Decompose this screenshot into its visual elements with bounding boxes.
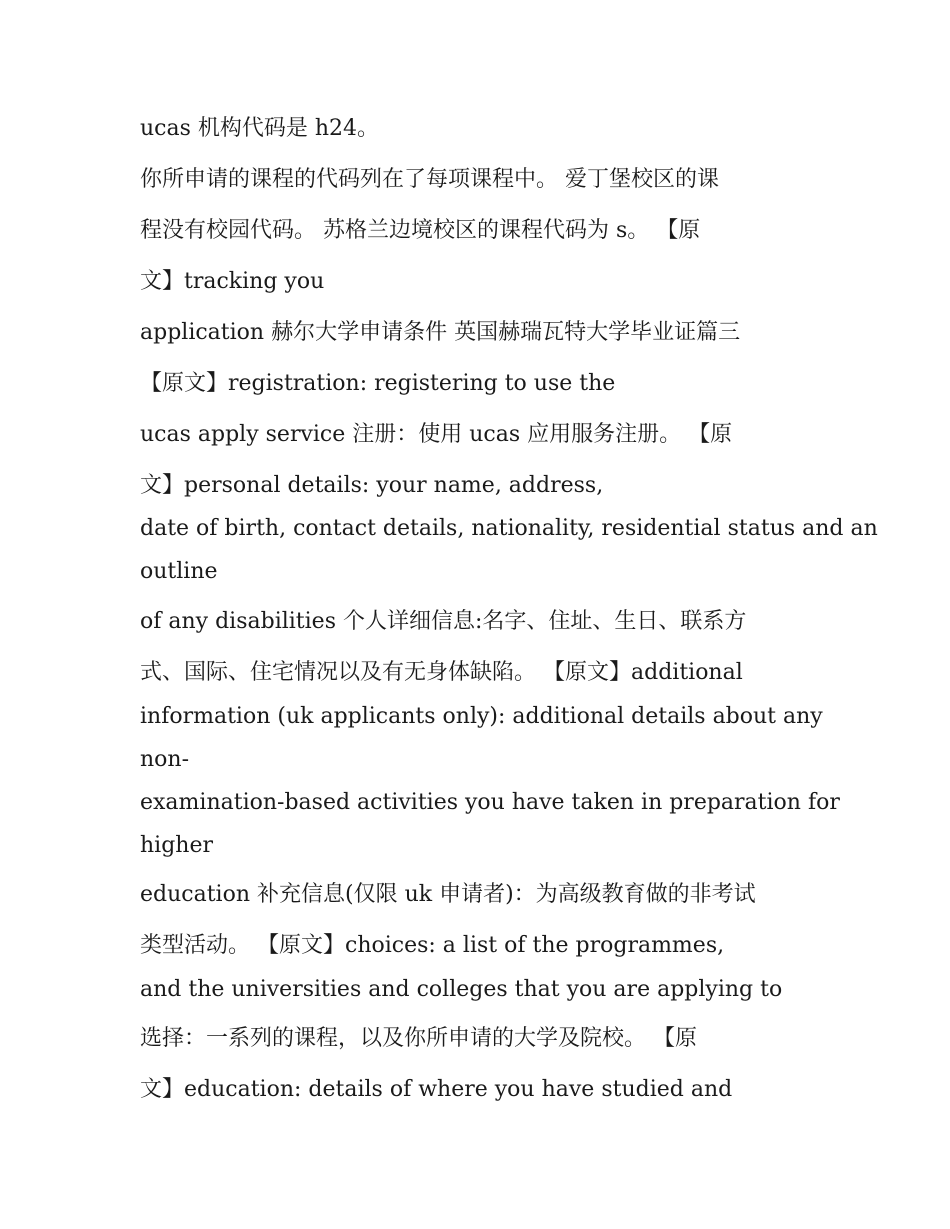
text-line: 选择：一系列的课程，以及你所申请的大学及院校。 【原 bbox=[140, 1026, 697, 1051]
text-line: education 补充信息(仅限 uk 申请者)：为高级教育做的非考试 bbox=[140, 882, 756, 907]
text-line: non- bbox=[140, 747, 190, 772]
text-line: 文】personal details: your name, address, bbox=[140, 473, 604, 498]
text-line: ucas 机构代码是 h24。 bbox=[140, 116, 380, 141]
text-line: higher bbox=[140, 833, 213, 858]
text-line: outline bbox=[140, 559, 218, 584]
text-line: 【原文】registration: registering to use the bbox=[140, 371, 616, 396]
text-line: 你所申请的课程的代码列在了每项课程中。 爱丁堡校区的课 bbox=[140, 167, 719, 192]
text-line: 式、国际、住宅情况以及有无身体缺陷。 【原文】additional bbox=[140, 660, 743, 685]
text-line: and the universities and colleges that you are applying to bbox=[140, 977, 783, 1002]
text-line: application 赫尔大学申请条件 英国赫瑞瓦特大学毕业证篇三 bbox=[140, 320, 741, 345]
text-line: examination-based activities you have taken in preparation for bbox=[140, 790, 840, 815]
text-line: 程没有校园代码。 苏格兰边境校区的课程代码为 s。 【原 bbox=[140, 218, 701, 243]
text-line: 类型活动。 【原文】choices: a list of the programmes, bbox=[140, 933, 725, 958]
text-line: 文】education: details of where you have studied and bbox=[140, 1077, 733, 1102]
text-line: 文】tracking you bbox=[140, 269, 325, 294]
text-line: information (uk applicants only): additional details about any bbox=[140, 704, 823, 729]
text-line: of any disabilities 个人详细信息:名字、住址、生日、联系方 bbox=[140, 609, 747, 634]
text-line: date of birth, contact details, nationality, residential status and an bbox=[140, 516, 878, 541]
text-line: ucas apply service 注册：使用 ucas 应用服务注册。 【原 bbox=[140, 422, 733, 447]
